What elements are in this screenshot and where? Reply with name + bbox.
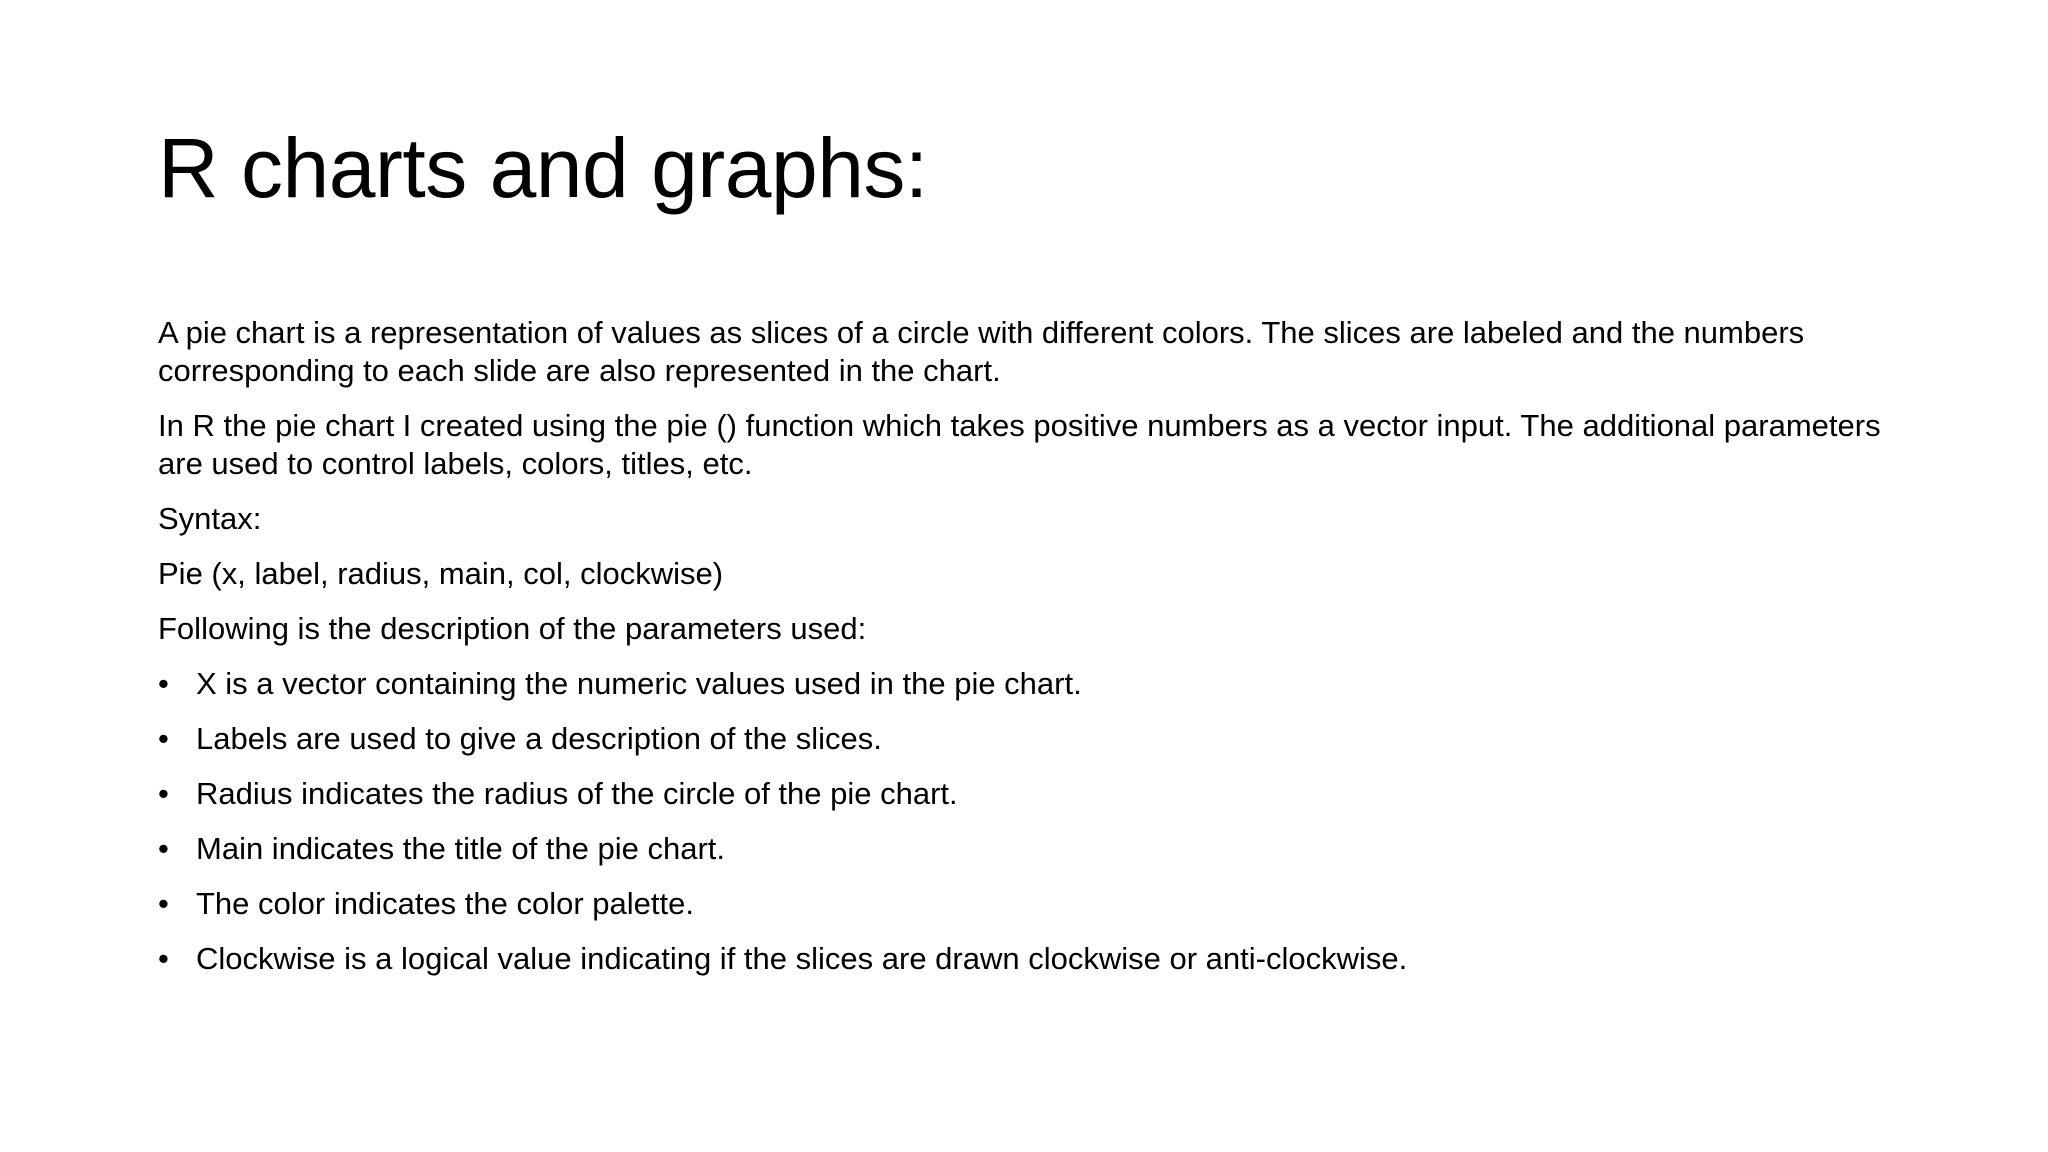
list-item: [158, 940, 1888, 978]
list-item: [158, 775, 1888, 813]
parameter-list: [158, 665, 1888, 978]
bullet-icon: •: [158, 941, 169, 976]
list-item-text: Clockwise is a logical value indicating if the slices are drawn clockwise or anti-clockwise.: [196, 941, 1408, 976]
bullet-icon: •: [158, 776, 169, 811]
bullet-icon: •: [158, 831, 169, 866]
paragraph-syntax-heading: Syntax:: [158, 501, 262, 536]
paragraph-syntax-code: Pie (x, label, radius, main, col, clockwise): [158, 556, 724, 591]
bullet-icon: •: [158, 886, 169, 921]
paragraph-parameters-intro: Following is the description of the parameters used:: [158, 611, 867, 646]
list-item-text: X is a vector containing the numeric values used in the pie chart.: [196, 666, 1082, 701]
list-item: [158, 885, 1888, 923]
slide-title: R charts and graphs:: [158, 121, 928, 215]
slide-body: [158, 314, 1888, 995]
list-item: [158, 665, 1888, 703]
paragraph-pie-chart-definition: A pie chart is a representation of values as slices of a circle with different colors. The slices are labeled and the numbers corresponding to each slide are also represented in the chart.: [158, 315, 1805, 388]
list-item-text: Labels are used to give a description of the slices.: [196, 721, 882, 756]
list-item: [158, 720, 1888, 758]
bullet-icon: •: [158, 666, 169, 701]
list-item-text: The color indicates the color palette.: [196, 886, 694, 921]
paragraph-pie-function: In R the pie chart I created using the pie () function which takes positive numbers as a vector input. The additional parameters are used to control labels, colors, titles, etc.: [158, 408, 1881, 481]
list-item: [158, 830, 1888, 868]
list-item-text: Main indicates the title of the pie chart.: [196, 831, 726, 866]
bullet-icon: •: [158, 721, 169, 756]
list-item-text: Radius indicates the radius of the circle of the pie chart.: [196, 776, 958, 811]
